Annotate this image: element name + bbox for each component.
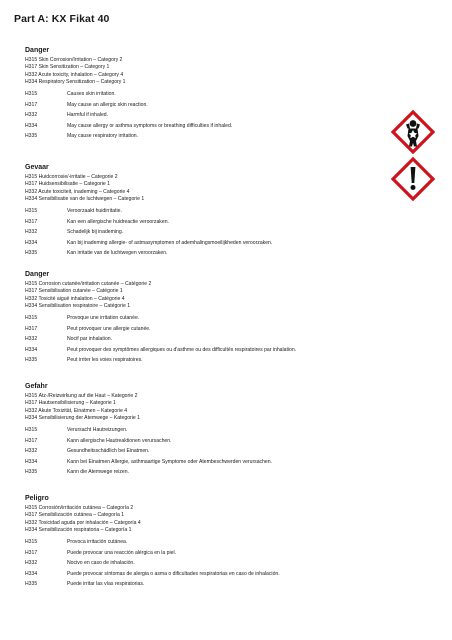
statement-code: H335 — [25, 357, 38, 364]
statement-text: Peut provoquer des symptômes allergiques ou d'asthme ou des difficultés respiratoires par inhalation. — [67, 346, 297, 353]
statement-code: H315 — [25, 539, 38, 546]
hazard-section-french — [25, 270, 405, 366]
hazard-section-english — [25, 46, 405, 142]
statement-code: H332 — [25, 229, 38, 236]
hazard-statement — [25, 355, 405, 366]
hazard-statement — [25, 558, 405, 569]
hazard-class: H332 Akute Toxizität, Einatmen – Kategorie 4 — [25, 407, 128, 414]
statement-text: Puede provocar una reacción alérgica en la piel. — [67, 549, 177, 556]
statement-code: H315 — [25, 91, 38, 98]
hazard-class: H334 Sensibilisierung der Atemwege – Kategorie 1 — [25, 414, 140, 421]
statement-code: H334 — [25, 346, 38, 353]
hazard-statement — [25, 313, 405, 324]
statement-text: Gesundheitsschädlich bei Einatmen. — [67, 448, 150, 455]
statement-text: Provoca irritación cutánea. — [67, 539, 128, 546]
hazard-class: H317 Huidsensibilisatie – Categorie 1 — [25, 181, 110, 188]
statement-code: H315 — [25, 427, 38, 434]
statement-code: H335 — [25, 581, 38, 588]
hazard-classes — [25, 57, 405, 86]
hazard-statement — [25, 248, 405, 259]
hazard-class: H315 Huidcorrosie/-irritatie – Categorie 2 — [25, 174, 118, 180]
hazard-class: H315 Ätz-/Reizwirkung auf die Haut – Kategorie 2 — [25, 393, 138, 399]
hazard-class: H317 Skin Sensitization – Category 1 — [25, 64, 110, 71]
statement-text: May cause allergy or asthma symptoms or breathing difficulties if inhaled. — [67, 122, 233, 129]
hazard-statements — [25, 89, 405, 142]
statement-code: H315 — [25, 315, 38, 322]
statement-code: H334 — [25, 122, 38, 129]
hazard-statement — [25, 457, 405, 468]
page-title: Part A: KX Fikat 40 — [14, 13, 110, 25]
statement-code: H335 — [25, 469, 38, 476]
hazard-statement — [25, 89, 405, 100]
section-title: Peligro — [25, 495, 49, 502]
hazard-statements — [25, 425, 405, 478]
statement-text: Causes skin irritation. — [67, 91, 116, 98]
statement-code: H334 — [25, 458, 38, 465]
hazard-classes — [25, 505, 405, 534]
statement-code: H317 — [25, 218, 38, 225]
hazard-section-spanish — [25, 494, 405, 590]
statement-text: Puede provocar síntomas de alergia o asma o dificultades respiratorias en caso de inhalación. — [67, 570, 280, 577]
statement-code: H332 — [25, 112, 38, 119]
hazard-class: H315 Skin Corrosion/Irritation – Category 2 — [25, 57, 123, 63]
hazard-statements — [25, 313, 405, 366]
hazard-class: H334 Sensibilisatie van de luchtwegen – Categorie 1 — [25, 195, 145, 202]
statement-code: H335 — [25, 250, 38, 257]
statement-text: Schadelijk bij inademing. — [67, 229, 124, 236]
statement-text: Kan een allergische huidreactie veroorzaken. — [67, 218, 169, 225]
statement-text: May cause an allergic skin reaction. — [67, 101, 148, 108]
hazard-statement — [25, 334, 405, 345]
hazard-statement — [25, 121, 405, 132]
hazard-class: H332 Toxicidad aguda por inhalación – Categoría 4 — [25, 519, 141, 526]
statement-code: H332 — [25, 336, 38, 343]
hazard-class: H332 Acute toxicity, inhalation – Category 4 — [25, 71, 124, 78]
section-title: Danger — [25, 271, 50, 278]
hazard-statement — [25, 206, 405, 217]
statement-text: Nocif par inhalation. — [67, 336, 113, 343]
statement-code: H317 — [25, 325, 38, 332]
statement-text: Kann die Atemwege reizen. — [67, 469, 130, 476]
statement-code: H317 — [25, 549, 38, 556]
hazard-statement — [25, 217, 405, 228]
hazard-class: H332 Toxicité aiguë inhalation – Catégorie 4 — [25, 295, 125, 302]
hazard-class: H317 Sensibilisation cutanée – Catégorie 1 — [25, 288, 123, 295]
statement-code: H332 — [25, 560, 38, 567]
hazard-statement — [25, 227, 405, 238]
hazard-statement — [25, 467, 405, 478]
hazard-statement — [25, 324, 405, 335]
hazard-statement — [25, 569, 405, 580]
statement-text: Verursacht Hautreizungen. — [67, 427, 128, 434]
hazard-class: H315 Corrosión/irritación cutánea – Categoría 2 — [25, 505, 134, 511]
hazard-class: H317 Sensibilización cutánea – Categoría 1 — [25, 512, 125, 519]
hazard-class: H334 Respiratory Sensitization – Category 1 — [25, 78, 126, 85]
hazard-section-dutch — [25, 163, 405, 259]
statement-text: Nocivo en caso de inhalación. — [67, 560, 135, 567]
hazard-statement — [25, 436, 405, 447]
hazard-classes — [25, 174, 405, 203]
section-title: Danger — [25, 47, 50, 54]
hazard-classes — [25, 393, 405, 422]
hazard-statement — [25, 100, 405, 111]
statement-text: Peut irriter les voies respiratoires. — [67, 357, 143, 364]
hazard-statement — [25, 548, 405, 559]
statement-text: Peut provoquer une allergie cutanée. — [67, 325, 151, 332]
statement-text: Kann bei Einatmen Allergie, asthmaartige Symptome oder Atembeschwerden verursachen. — [67, 458, 272, 465]
hazard-class: H332 Acute toxiciteit, inademing – Categorie 4 — [25, 188, 130, 195]
statement-code: H317 — [25, 101, 38, 108]
section-title: Gevaar — [25, 164, 49, 171]
statement-text: Puede irritar las vías respiratorias. — [67, 581, 145, 588]
hazard-statement — [25, 238, 405, 249]
statement-code: H315 — [25, 208, 38, 215]
statement-text: Kann allergische Hautreaktionen verursachen. — [67, 437, 172, 444]
statement-text: Kan irritatie van de luchtwegen veroorzaken. — [67, 250, 168, 257]
hazard-statement — [25, 537, 405, 548]
statement-text: Veroorzaakt huidirritatie. — [67, 208, 122, 215]
hazard-statements — [25, 206, 405, 259]
hazard-classes — [25, 281, 405, 310]
hazard-class: H317 Hautsensibilisierung – Kategorie 1 — [25, 400, 116, 407]
hazard-statement — [25, 425, 405, 436]
hazard-class: H334 Sensibilisation respiratoire – Catégorie 1 — [25, 302, 131, 309]
statement-text: Kan bij inademing allergie- of astmasymptomen of ademhalingsmoeilijkheden veroorzaken. — [67, 239, 273, 246]
hazard-statements — [25, 537, 405, 590]
hazard-statement — [25, 110, 405, 121]
statement-code: H334 — [25, 239, 38, 246]
statement-text: May cause respiratory irritation. — [67, 133, 139, 140]
statement-code: H334 — [25, 570, 38, 577]
hazard-statement — [25, 579, 405, 590]
hazard-section-german — [25, 382, 405, 478]
statement-code: H335 — [25, 133, 38, 140]
hazard-statement — [25, 446, 405, 457]
hazard-statement — [25, 345, 405, 356]
statement-code: H317 — [25, 437, 38, 444]
hazard-class: H315 Corrosion cutanée/irritation cutanée – Catégorie 2 — [25, 281, 152, 287]
statement-text: Harmful if inhaled. — [67, 112, 109, 119]
hazard-class: H334 Sensibilización respiratoria – Categoría 1 — [25, 526, 132, 533]
statement-code: H332 — [25, 448, 38, 455]
statement-text: Provoque une irritation cutanée. — [67, 315, 140, 322]
hazard-statement — [25, 131, 405, 142]
section-title: Gefahr — [25, 383, 48, 390]
